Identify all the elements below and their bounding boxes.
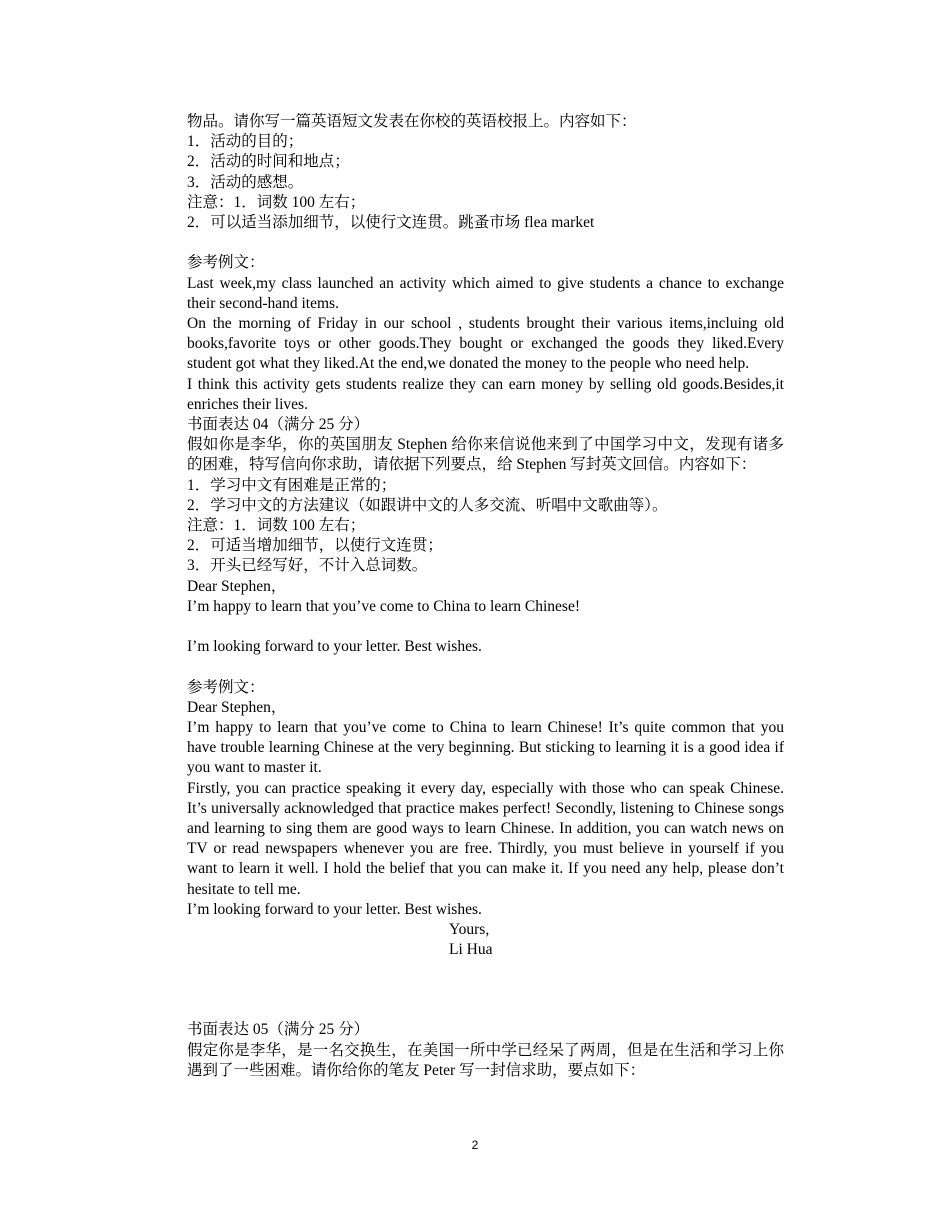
task4-sample-paragraph: I’m happy to learn that you’ve come to China to learn Chinese! It’s quite common that you have trouble learning Chinese at the very beginning. But sticking to learning it is a good idea if you want to master it. — [187, 719, 784, 777]
task4-note: 2．可适当增加细节，以使行文连贯； — [187, 537, 443, 555]
task4-heading: 书面表达 04（满分 25 分） — [187, 416, 370, 434]
task4-point: 2．学习中文的方法建议（如跟讲中文的人多交流、听唱中文歌曲等）。 — [187, 496, 668, 514]
task5-prompt: 假定你是李华，是一名交换生，在美国一所中学已经呆了两周，但是在生活和学习上你遇到了一些困难。请你给你的笔友 Peter 写一封信求助，要点如下： — [187, 1041, 784, 1079]
task4-point: 1．学习中文有困难是正常的； — [187, 476, 397, 494]
task4-sample-label: 参考例文： — [187, 678, 265, 696]
task4-sample-paragraph: Firstly, you can practice speaking it every day, especially with those who can speak Chinese. It’s universally acknowledged that practice makes perfect! Secondly, listening to Chinese songs and learning to sing them are good ways to learn Chinese. In addition, you can watch news on TV or read newspapers whenever you are free. Thirdly, you must believe in yourself if you want to learn it well. I hold the belief that you can make it. If you need any help, please don’t hesitate to tell me. — [187, 779, 784, 898]
letter-opening: I’m happy to learn that you’ve come to China to learn Chinese! — [187, 597, 580, 615]
document-page — [187, 112, 784, 1081]
task3-note: 注意：1．词数 100 左右； — [187, 193, 366, 211]
task4-prompt: 假如你是李华，你的英国朋友 Stephen 给你来信说他来到了中国学习中文，发现有诸多的困难，特写信向你求助，请依据下列要点，给 Stephen 写封英文回信。内容如下： — [187, 436, 784, 474]
task4-note: 注意：1．词数 100 左右； — [187, 517, 366, 535]
task4-note: 3．开头已经写好，不计入总词数。 — [187, 557, 428, 575]
sample-closing: I’m looking forward to your letter. Best wishes. — [187, 900, 482, 918]
task3-intro: 物品。请你写一篇英语短文发表在你校的英语校报上。内容如下： — [187, 113, 637, 130]
task3-sample-label: 参考例文： — [187, 254, 265, 272]
page-number: 2 — [471, 1138, 479, 1152]
task3-point: 2．活动的时间和地点； — [187, 153, 350, 171]
task3-sample-paragraph: On the morning of Friday in our school , students brought their various items,incluing old books,favorite toys or other goods.They bought or exchanged the goods they liked.Every student got what they liked.At the end,we donated the money to the people who need help. — [187, 315, 784, 373]
letter-greeting: Dear Stephen， — [187, 577, 287, 595]
task3-point: 3．活动的感想。 — [187, 173, 304, 191]
letter-closing: I’m looking forward to your letter. Best wishes. — [187, 638, 482, 656]
task5-heading: 书面表达 05（满分 25 分） — [187, 1021, 370, 1039]
sign-off: Yours, — [449, 921, 490, 939]
task3-sample-paragraph: Last week,my class launched an activity which aimed to give students a chance to exchange their second-hand items. — [187, 274, 784, 312]
task3-point: 1．活动的目的； — [187, 133, 304, 151]
task3-note: 2．可以适当添加细节，以使行文连贯。跳蚤市场 flea market — [187, 214, 595, 232]
signature: Li Hua — [449, 941, 493, 959]
sample-greeting: Dear Stephen， — [187, 698, 287, 716]
task3-sample-paragraph: I think this activity gets students realize they can earn money by selling old goods.Besides,it enriches their lives. — [187, 375, 784, 413]
